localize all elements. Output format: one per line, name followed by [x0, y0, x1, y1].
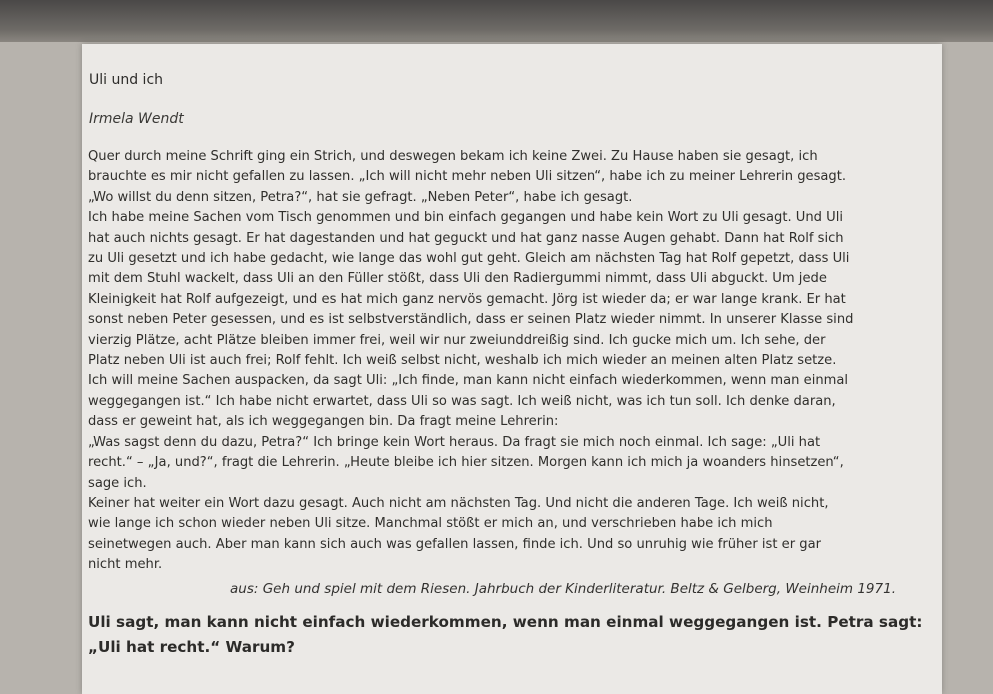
- text-line: seinetwegen auch. Aber man kann sich auch was gefallen lassen, finde ich. Und so unruhig wie früher ist er gar: [88, 536, 821, 552]
- source-citation: aus: Geh und spiel mit dem Riesen. Jahrbuch der Kinderliteratur. Beltz & Gelberg, Weinheim 1971.: [230, 581, 896, 597]
- text-line: Ich habe meine Sachen vom Tisch genommen und bin einfach gegangen und habe kein Wort zu Uli gesagt. Und Uli: [88, 210, 843, 226]
- text-line: Platz neben Uli ist auch frei; Rolf fehlt. Ich weiß selbst nicht, weshalb ich mich wieder an meinen alten Platz setze.: [88, 353, 837, 369]
- text-line: nicht mehr.: [88, 557, 163, 573]
- text-line: dass er geweint hat, als ich weggegangen bin. Da fragt meine Lehrerin:: [88, 414, 559, 430]
- text-line: Ich will meine Sachen auspacken, da sagt Uli: „Ich finde, man kann nicht einfach wiederkommen, wenn man einmal: [88, 373, 849, 389]
- question-line: „Uli hat recht.“ Warum?: [88, 638, 295, 656]
- text-line: brauchte es mir nicht gefallen zu lassen. „Ich will nicht mehr neben Uli sitzen“, habe ich zu meiner Lehrerin gesagt.: [88, 169, 847, 185]
- text-line: Quer durch meine Schrift ging ein Strich, und deswegen bekam ich keine Zwei. Zu Hause haben sie gesagt, ich: [88, 149, 818, 164]
- text-line: zu Uli gesetzt und ich habe gedacht, wie lange das wohl gut geht. Gleich am nächsten Tag hat Rolf gepetzt, dass Uli: [88, 251, 850, 267]
- text-line: Kleinigkeit hat Rolf aufgezeigt, und es hat mich ganz nervös gemacht. Jörg ist wieder da; er war lange krank. Er hat: [88, 291, 846, 307]
- text-line: „Was sagst denn du dazu, Petra?“ Ich bringe kein Wort heraus. Da fragt sie mich noch einmal. Ich sage: „Uli hat: [88, 434, 821, 450]
- text-line: sonst neben Peter gesessen, und es ist selbstverständlich, dass er seinen Platz wieder nimmt. In unserer Klasse sind: [88, 312, 854, 328]
- text-line: Keiner hat weiter ein Wort dazu gesagt. Auch nicht am nächsten Tag. Und nicht die anderen Tage. Ich weiß nicht,: [88, 495, 829, 511]
- background-top-edge: [0, 0, 993, 42]
- text-line: hat auch nichts gesagt. Er hat dagestanden und hat geguckt und hat ganz nasse Augen gehabt. Dann hat Rolf sich: [88, 230, 844, 246]
- story-author: Irmela Wendt: [89, 111, 184, 127]
- question-prompt: [88, 610, 923, 660]
- story-title: Uli und ich: [89, 72, 164, 88]
- text-line: „Wo willst du denn sitzen, Petra?“, hat sie gefragt. „Neben Peter“, habe ich gesagt.: [88, 189, 633, 205]
- question-line: Uli sagt, man kann nicht einfach wiederkommen, wenn man einmal weggegangen ist. Petra sagt:: [88, 613, 923, 631]
- text-line: vierzig Plätze, acht Plätze bleiben immer frei, weil wir nur zweiunddreißig sind. Ich gucke mich um. Ich sehe, der: [88, 332, 826, 348]
- story-text: [88, 147, 918, 576]
- text-line: weggegangen ist.“ Ich habe nicht erwartet, dass Uli so was sagt. Ich weiß nicht, was ich tun soll. Ich denke daran,: [88, 393, 836, 409]
- text-line: wie lange ich schon wieder neben Uli sitze. Manchmal stößt er mich an, und verschrieben habe ich mich: [88, 516, 773, 532]
- text-line: sage ich.: [88, 475, 147, 491]
- text-line: recht.“ – „Ja, und?“, fragt die Lehrerin. „Heute bleibe ich hier sitzen. Morgen kann ich mich ja woanders hinsetzen“,: [88, 455, 844, 471]
- text-line: mit dem Stuhl wackelt, dass Uli an den Füller stößt, dass Uli den Radiergummi nimmt, dass Uli abguckt. Um jede: [88, 271, 827, 287]
